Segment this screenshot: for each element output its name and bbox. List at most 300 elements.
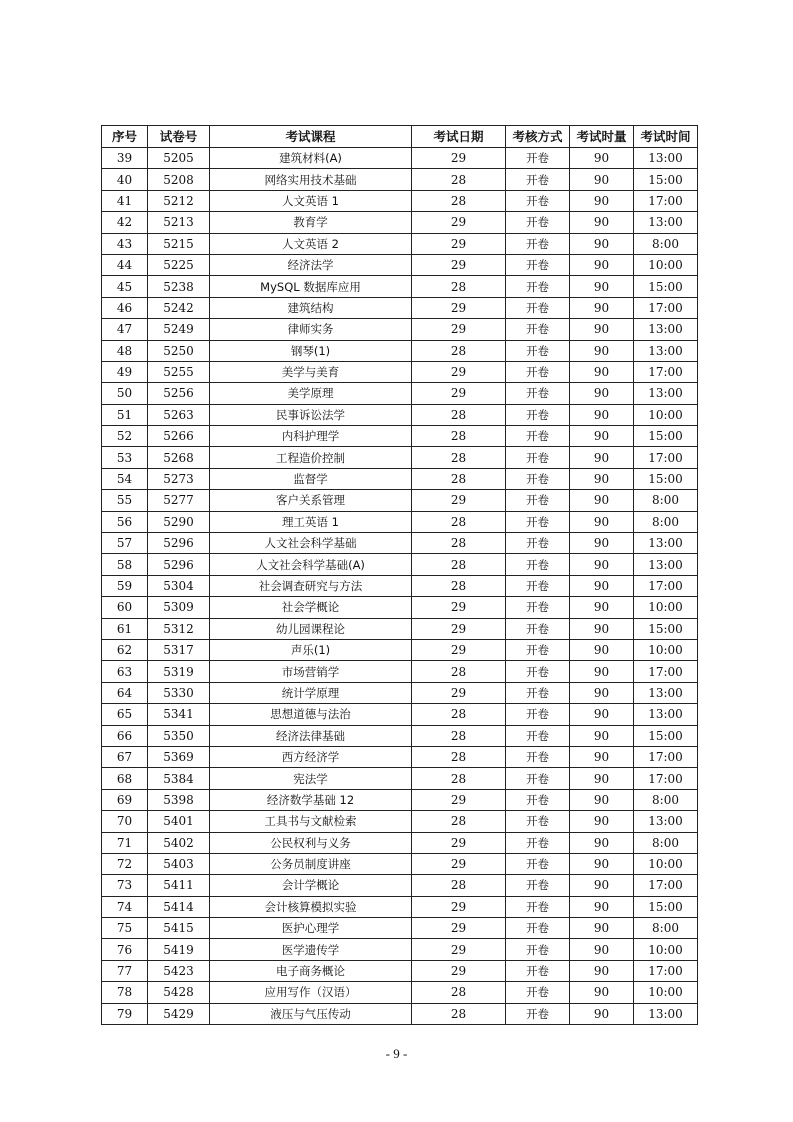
course-name: MySQL 数据库应用 <box>210 276 412 297</box>
course-name: 经济数学基础 12 <box>210 789 412 810</box>
exam-time: 8:00 <box>634 918 698 939</box>
exam-time: 10:00 <box>634 639 698 660</box>
paper-number: 5215 <box>148 233 210 254</box>
course-name: 幼儿园课程论 <box>210 618 412 639</box>
row-index: 39 <box>102 148 148 169</box>
exam-date: 29 <box>412 618 506 639</box>
exam-date: 29 <box>412 639 506 660</box>
row-index: 40 <box>102 169 148 190</box>
exam-time: 15:00 <box>634 276 698 297</box>
table-row <box>102 682 698 703</box>
course-name: 人文社会科学基础 <box>210 533 412 554</box>
course-name: 市场营销学 <box>210 661 412 682</box>
row-index: 47 <box>102 319 148 340</box>
table-row <box>102 875 698 896</box>
table-row <box>102 383 698 404</box>
exam-method: 开卷 <box>506 361 570 382</box>
exam-date: 28 <box>412 1003 506 1024</box>
exam-date: 29 <box>412 789 506 810</box>
table-row <box>102 896 698 917</box>
exam-method: 开卷 <box>506 682 570 703</box>
row-index: 61 <box>102 618 148 639</box>
table-row <box>102 554 698 575</box>
table-row <box>102 533 698 554</box>
exam-duration: 90 <box>570 832 634 853</box>
exam-time: 10:00 <box>634 982 698 1003</box>
table-header <box>102 126 698 148</box>
exam-duration: 90 <box>570 918 634 939</box>
table-row <box>102 832 698 853</box>
exam-duration: 90 <box>570 490 634 511</box>
row-index: 56 <box>102 511 148 532</box>
course-name: 公民权利与义务 <box>210 832 412 853</box>
exam-date: 29 <box>412 212 506 233</box>
course-name: 公务员制度讲座 <box>210 853 412 874</box>
exam-method: 开卷 <box>506 254 570 275</box>
exam-duration: 90 <box>570 875 634 896</box>
row-index: 57 <box>102 533 148 554</box>
table-row <box>102 148 698 169</box>
exam-duration: 90 <box>570 276 634 297</box>
exam-duration: 90 <box>570 982 634 1003</box>
exam-time: 10:00 <box>634 939 698 960</box>
exam-date: 29 <box>412 682 506 703</box>
exam-method: 开卷 <box>506 918 570 939</box>
table-row <box>102 960 698 981</box>
exam-duration: 90 <box>570 789 634 810</box>
row-index: 78 <box>102 982 148 1003</box>
paper-number: 5398 <box>148 789 210 810</box>
table-row <box>102 169 698 190</box>
exam-method: 开卷 <box>506 597 570 618</box>
exam-date: 29 <box>412 853 506 874</box>
row-index: 64 <box>102 682 148 703</box>
exam-duration: 90 <box>570 597 634 618</box>
exam-method: 开卷 <box>506 575 570 596</box>
exam-date: 28 <box>412 768 506 789</box>
exam-method: 开卷 <box>506 618 570 639</box>
row-index: 59 <box>102 575 148 596</box>
course-name: 应用写作（汉语） <box>210 982 412 1003</box>
course-name: 内科护理学 <box>210 426 412 447</box>
table-row <box>102 297 698 318</box>
paper-number: 5273 <box>148 468 210 489</box>
exam-date: 29 <box>412 383 506 404</box>
exam-time: 17:00 <box>634 960 698 981</box>
table-row <box>102 853 698 874</box>
exam-duration: 90 <box>570 361 634 382</box>
exam-date: 29 <box>412 361 506 382</box>
course-name: 工程造价控制 <box>210 447 412 468</box>
paper-number: 5402 <box>148 832 210 853</box>
exam-method: 开卷 <box>506 319 570 340</box>
table-row <box>102 190 698 211</box>
exam-time: 13:00 <box>634 212 698 233</box>
row-index: 60 <box>102 597 148 618</box>
paper-number: 5263 <box>148 404 210 425</box>
table-row <box>102 319 698 340</box>
exam-date: 29 <box>412 597 506 618</box>
paper-number: 5304 <box>148 575 210 596</box>
exam-duration: 90 <box>570 1003 634 1024</box>
exam-date: 28 <box>412 982 506 1003</box>
exam-method: 开卷 <box>506 276 570 297</box>
paper-number: 5428 <box>148 982 210 1003</box>
header-paper-number: 试卷号 <box>148 126 210 148</box>
exam-time: 13:00 <box>634 811 698 832</box>
exam-time: 17:00 <box>634 661 698 682</box>
exam-schedule-table <box>101 125 698 1025</box>
exam-date: 28 <box>412 340 506 361</box>
page-number: - 9 - <box>385 1046 408 1061</box>
paper-number: 5212 <box>148 190 210 211</box>
row-index: 52 <box>102 426 148 447</box>
header-index: 序号 <box>102 126 148 148</box>
table-row <box>102 575 698 596</box>
exam-date: 28 <box>412 447 506 468</box>
row-index: 58 <box>102 554 148 575</box>
exam-date: 29 <box>412 254 506 275</box>
exam-time: 10:00 <box>634 853 698 874</box>
exam-date: 28 <box>412 875 506 896</box>
exam-duration: 90 <box>570 960 634 981</box>
row-index: 45 <box>102 276 148 297</box>
table-row <box>102 639 698 660</box>
paper-number: 5277 <box>148 490 210 511</box>
row-index: 77 <box>102 960 148 981</box>
row-index: 53 <box>102 447 148 468</box>
exam-date: 29 <box>412 490 506 511</box>
course-name: 律师实务 <box>210 319 412 340</box>
exam-date: 28 <box>412 554 506 575</box>
exam-duration: 90 <box>570 319 634 340</box>
paper-number: 5268 <box>148 447 210 468</box>
exam-date: 28 <box>412 811 506 832</box>
row-index: 65 <box>102 704 148 725</box>
course-name: 思想道德与法治 <box>210 704 412 725</box>
exam-method: 开卷 <box>506 554 570 575</box>
exam-date: 28 <box>412 169 506 190</box>
row-index: 62 <box>102 639 148 660</box>
exam-duration: 90 <box>570 618 634 639</box>
table-row <box>102 511 698 532</box>
exam-time: 13:00 <box>634 148 698 169</box>
exam-duration: 90 <box>570 383 634 404</box>
exam-date: 28 <box>412 468 506 489</box>
row-index: 67 <box>102 746 148 767</box>
exam-date: 29 <box>412 297 506 318</box>
exam-method: 开卷 <box>506 1003 570 1024</box>
exam-duration: 90 <box>570 212 634 233</box>
exam-date: 28 <box>412 426 506 447</box>
course-name: 监督学 <box>210 468 412 489</box>
row-index: 74 <box>102 896 148 917</box>
course-name: 建筑材料(A) <box>210 148 412 169</box>
paper-number: 5369 <box>148 746 210 767</box>
table-row <box>102 789 698 810</box>
exam-duration: 90 <box>570 254 634 275</box>
exam-time: 15:00 <box>634 468 698 489</box>
exam-duration: 90 <box>570 896 634 917</box>
exam-time: 17:00 <box>634 875 698 896</box>
course-name: 客户关系管理 <box>210 490 412 511</box>
course-name: 统计学原理 <box>210 682 412 703</box>
exam-method: 开卷 <box>506 511 570 532</box>
table-row <box>102 490 698 511</box>
paper-number: 5225 <box>148 254 210 275</box>
table-row <box>102 1003 698 1024</box>
exam-time: 8:00 <box>634 490 698 511</box>
table-row <box>102 404 698 425</box>
exam-time: 13:00 <box>634 554 698 575</box>
table-row <box>102 618 698 639</box>
course-name: 社会调查研究与方法 <box>210 575 412 596</box>
exam-time: 13:00 <box>634 704 698 725</box>
exam-method: 开卷 <box>506 768 570 789</box>
row-index: 41 <box>102 190 148 211</box>
table-row <box>102 918 698 939</box>
exam-method: 开卷 <box>506 383 570 404</box>
paper-number: 5309 <box>148 597 210 618</box>
paper-number: 5266 <box>148 426 210 447</box>
exam-time: 8:00 <box>634 789 698 810</box>
table-body <box>102 148 698 1025</box>
exam-time: 17:00 <box>634 190 698 211</box>
exam-duration: 90 <box>570 404 634 425</box>
exam-time: 15:00 <box>634 725 698 746</box>
row-index: 70 <box>102 811 148 832</box>
paper-number: 5296 <box>148 554 210 575</box>
exam-duration: 90 <box>570 426 634 447</box>
paper-number: 5330 <box>148 682 210 703</box>
row-index: 50 <box>102 383 148 404</box>
exam-time: 15:00 <box>634 169 698 190</box>
table-row <box>102 768 698 789</box>
course-name: 电子商务概论 <box>210 960 412 981</box>
table-row <box>102 468 698 489</box>
table-row <box>102 212 698 233</box>
course-name: 工具书与文献检索 <box>210 811 412 832</box>
exam-method: 开卷 <box>506 340 570 361</box>
exam-duration: 90 <box>570 340 634 361</box>
table-row <box>102 661 698 682</box>
exam-method: 开卷 <box>506 875 570 896</box>
course-name: 美学与美育 <box>210 361 412 382</box>
exam-method: 开卷 <box>506 233 570 254</box>
header-exam-date: 考试日期 <box>412 126 506 148</box>
paper-number: 5242 <box>148 297 210 318</box>
course-name: 人文英语 1 <box>210 190 412 211</box>
course-name: 社会学概论 <box>210 597 412 618</box>
table-row <box>102 982 698 1003</box>
exam-time: 8:00 <box>634 233 698 254</box>
paper-number: 5419 <box>148 939 210 960</box>
table-row <box>102 597 698 618</box>
exam-time: 10:00 <box>634 597 698 618</box>
header-course: 考试课程 <box>210 126 412 148</box>
paper-number: 5290 <box>148 511 210 532</box>
table-row <box>102 811 698 832</box>
paper-number: 5213 <box>148 212 210 233</box>
exam-date: 29 <box>412 832 506 853</box>
exam-date: 28 <box>412 725 506 746</box>
exam-duration: 90 <box>570 811 634 832</box>
table-row <box>102 361 698 382</box>
exam-method: 开卷 <box>506 704 570 725</box>
table-row <box>102 426 698 447</box>
exam-date: 28 <box>412 276 506 297</box>
paper-number: 5249 <box>148 319 210 340</box>
row-index: 55 <box>102 490 148 511</box>
row-index: 43 <box>102 233 148 254</box>
exam-method: 开卷 <box>506 468 570 489</box>
row-index: 71 <box>102 832 148 853</box>
paper-number: 5255 <box>148 361 210 382</box>
course-name: 会计核算模拟实验 <box>210 896 412 917</box>
course-name: 声乐(1) <box>210 639 412 660</box>
exam-duration: 90 <box>570 297 634 318</box>
exam-time: 17:00 <box>634 746 698 767</box>
exam-duration: 90 <box>570 190 634 211</box>
row-index: 69 <box>102 789 148 810</box>
exam-time: 15:00 <box>634 618 698 639</box>
course-name: 医学遗传学 <box>210 939 412 960</box>
course-name: 宪法学 <box>210 768 412 789</box>
table-row <box>102 276 698 297</box>
exam-date: 29 <box>412 148 506 169</box>
exam-method: 开卷 <box>506 169 570 190</box>
header-exam-method: 考核方式 <box>506 126 570 148</box>
row-index: 66 <box>102 725 148 746</box>
paper-number: 5341 <box>148 704 210 725</box>
table-row <box>102 939 698 960</box>
paper-number: 5423 <box>148 960 210 981</box>
exam-method: 开卷 <box>506 811 570 832</box>
exam-time: 13:00 <box>634 383 698 404</box>
paper-number: 5312 <box>148 618 210 639</box>
exam-duration: 90 <box>570 853 634 874</box>
exam-method: 开卷 <box>506 190 570 211</box>
exam-method: 开卷 <box>506 725 570 746</box>
paper-number: 5350 <box>148 725 210 746</box>
row-index: 44 <box>102 254 148 275</box>
exam-time: 13:00 <box>634 682 698 703</box>
exam-time: 17:00 <box>634 297 698 318</box>
exam-method: 开卷 <box>506 533 570 554</box>
exam-method: 开卷 <box>506 426 570 447</box>
exam-time: 13:00 <box>634 340 698 361</box>
table-row <box>102 340 698 361</box>
exam-duration: 90 <box>570 511 634 532</box>
paper-number: 5205 <box>148 148 210 169</box>
exam-time: 17:00 <box>634 575 698 596</box>
exam-time: 17:00 <box>634 447 698 468</box>
exam-time: 13:00 <box>634 319 698 340</box>
row-index: 49 <box>102 361 148 382</box>
exam-method: 开卷 <box>506 939 570 960</box>
course-name: 西方经济学 <box>210 746 412 767</box>
exam-time: 17:00 <box>634 768 698 789</box>
exam-method: 开卷 <box>506 960 570 981</box>
exam-time: 15:00 <box>634 896 698 917</box>
course-name: 教育学 <box>210 212 412 233</box>
exam-date: 28 <box>412 575 506 596</box>
paper-number: 5415 <box>148 918 210 939</box>
exam-date: 29 <box>412 960 506 981</box>
exam-time: 13:00 <box>634 533 698 554</box>
exam-duration: 90 <box>570 704 634 725</box>
course-name: 液压与气压传动 <box>210 1003 412 1024</box>
exam-date: 28 <box>412 190 506 211</box>
row-index: 76 <box>102 939 148 960</box>
paper-number: 5403 <box>148 853 210 874</box>
row-index: 51 <box>102 404 148 425</box>
exam-duration: 90 <box>570 468 634 489</box>
row-index: 46 <box>102 297 148 318</box>
exam-duration: 90 <box>570 554 634 575</box>
paper-number: 5256 <box>148 383 210 404</box>
row-index: 63 <box>102 661 148 682</box>
exam-time: 13:00 <box>634 1003 698 1024</box>
paper-number: 5296 <box>148 533 210 554</box>
row-index: 75 <box>102 918 148 939</box>
exam-method: 开卷 <box>506 297 570 318</box>
paper-number: 5319 <box>148 661 210 682</box>
paper-number: 5238 <box>148 276 210 297</box>
exam-date: 29 <box>412 896 506 917</box>
paper-number: 5411 <box>148 875 210 896</box>
exam-method: 开卷 <box>506 404 570 425</box>
paper-number: 5208 <box>148 169 210 190</box>
exam-time: 15:00 <box>634 426 698 447</box>
exam-time: 10:00 <box>634 254 698 275</box>
exam-duration: 90 <box>570 746 634 767</box>
row-index: 54 <box>102 468 148 489</box>
row-index: 48 <box>102 340 148 361</box>
exam-method: 开卷 <box>506 490 570 511</box>
paper-number: 5384 <box>148 768 210 789</box>
exam-date: 28 <box>412 533 506 554</box>
exam-duration: 90 <box>570 148 634 169</box>
paper-number: 5317 <box>148 639 210 660</box>
table-row <box>102 254 698 275</box>
exam-method: 开卷 <box>506 832 570 853</box>
exam-duration: 90 <box>570 661 634 682</box>
paper-number: 5429 <box>148 1003 210 1024</box>
exam-duration: 90 <box>570 725 634 746</box>
header-duration: 考试时量 <box>570 126 634 148</box>
exam-date: 29 <box>412 233 506 254</box>
exam-time: 17:00 <box>634 361 698 382</box>
paper-number: 5250 <box>148 340 210 361</box>
header-row <box>102 126 698 148</box>
exam-duration: 90 <box>570 575 634 596</box>
exam-date: 29 <box>412 918 506 939</box>
course-name: 经济法学 <box>210 254 412 275</box>
exam-method: 开卷 <box>506 746 570 767</box>
exam-date: 28 <box>412 746 506 767</box>
paper-number: 5401 <box>148 811 210 832</box>
exam-method: 开卷 <box>506 212 570 233</box>
course-name: 理工英语 1 <box>210 511 412 532</box>
course-name: 钢琴(1) <box>210 340 412 361</box>
exam-date: 28 <box>412 704 506 725</box>
exam-duration: 90 <box>570 768 634 789</box>
exam-time: 10:00 <box>634 404 698 425</box>
exam-date: 28 <box>412 404 506 425</box>
exam-date: 28 <box>412 511 506 532</box>
exam-method: 开卷 <box>506 639 570 660</box>
